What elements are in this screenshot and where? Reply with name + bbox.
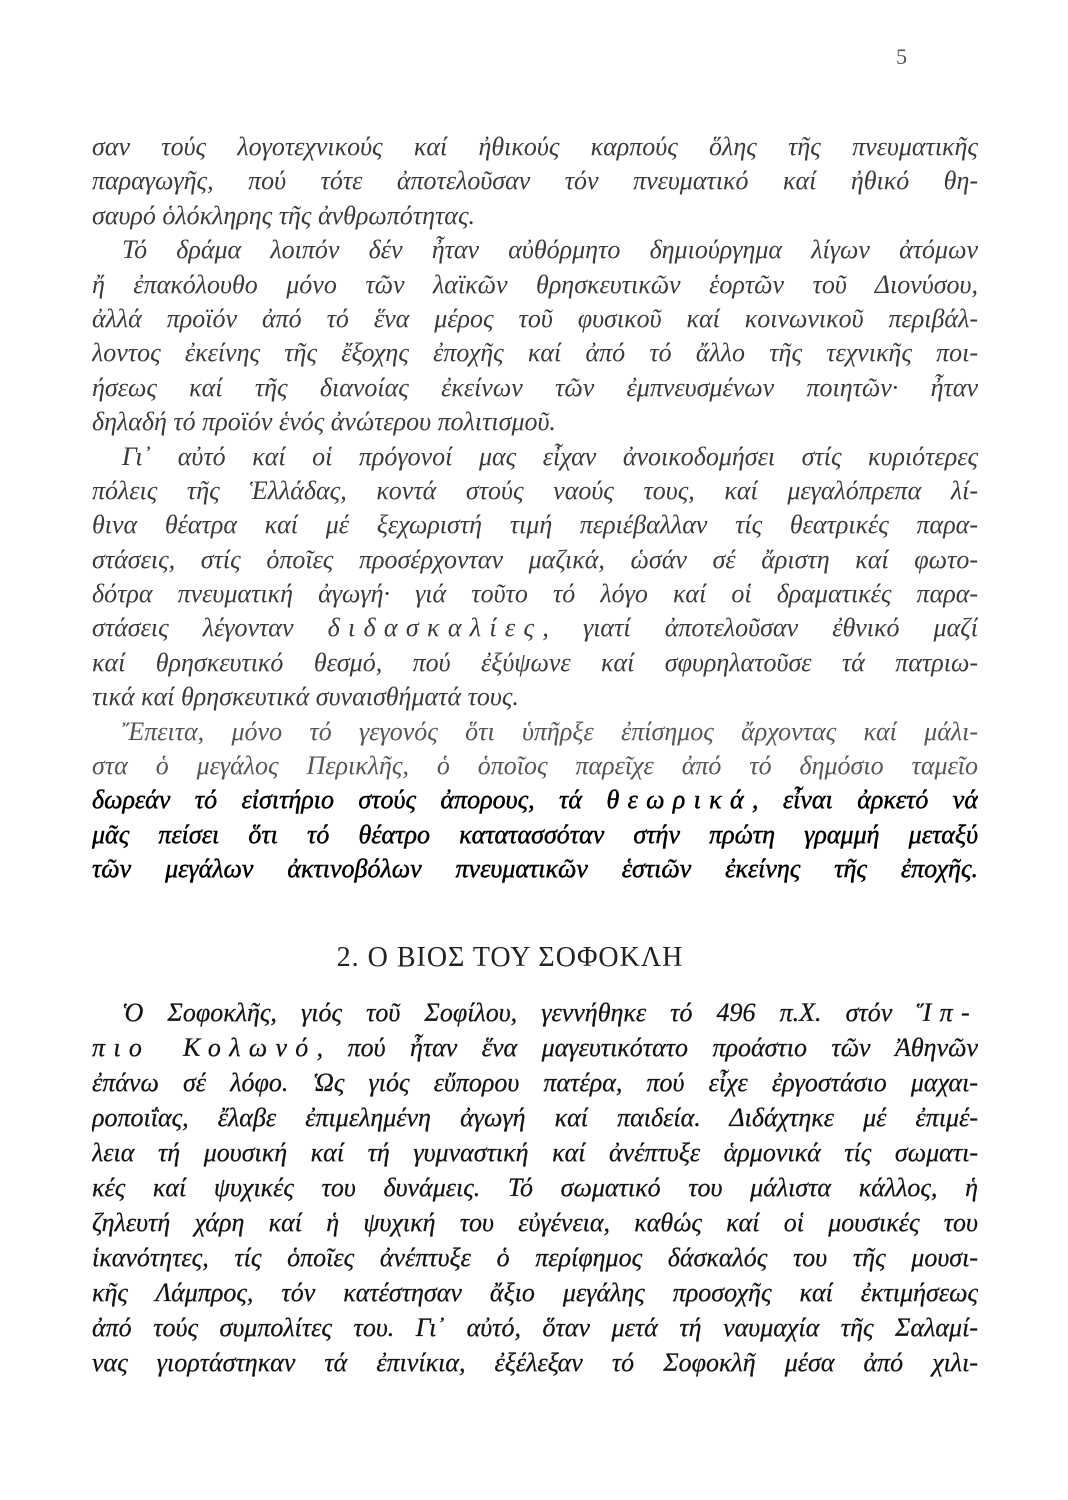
text-line: ἐπάνω σέ λόφο. Ὡς γιός εὔπορου πατέρα, πού εἶχε ἐργοστάσιο μαχαι- [92, 1068, 978, 1097]
paragraph [92, 440, 978, 715]
text-line: σαυρό ὁλόκληρης τῆς ἀνθρωπότητας. [92, 200, 475, 230]
text-line: Γι᾿ αὐτό καί οἱ πρόγονοί μας εἶχαν ἀνοικοδομήσει στίς κυριότερες [122, 441, 978, 471]
body-text-bottom [92, 995, 978, 1380]
text-line: κῆς Λάμπρος, τόν κατέστησαν ἄξιο μεγάλης προσοχῆς καί ἐκτιμήσεως [92, 1278, 978, 1307]
text-line: ήσεως καί τῆς διανοίας ἐκείνων τῶν ἐμπνευσμένων ποιητῶν· ἦταν [92, 372, 978, 402]
paragraph [92, 995, 978, 1380]
section-heading: 2. Ο ΒΙΟΣ ΤΟΥ ΣΟΦΟΚΛΗ [336, 942, 684, 973]
text-line: λοντος ἐκείνης τῆς ἔξοχης ἐποχῆς καί ἀπό τό ἄλλο τῆς τεχνικῆς ποι- [92, 338, 978, 368]
spaced-emphasis: διδασκαλίες [327, 613, 543, 643]
text-line: πόλεις τῆς Ἑλλάδας, κοντά στούς ναούς τους, καί μεγαλόπρεπα λί- [92, 475, 978, 505]
text-line: τικά καί θρησκευτικά συναισθήματά τους. [92, 682, 519, 712]
line-segment: , πού ἦταν ἕνα μαγευτικότατο προάστιο τῶν Ἀθηνῶν [316, 1033, 978, 1062]
text-line: στάσεις, στίς ὁποῖες προσέρχονταν μαζικά, ὡσάν σέ ἄριστη καί φωτο- [92, 544, 978, 574]
text-line: σαν τούς λογοτεχνικούς καί ἠθικούς καρπούς ὅλης τῆς πνευματικῆς [92, 132, 978, 161]
line-segment: Ὁ Σοφοκλῆς, γιός τοῦ Σοφίλου, γεννήθηκε τό 496 π.Χ. στόν [122, 998, 917, 1027]
line-segment: , γιατί ἀποτελοῦσαν ἐθνικό μαζί [542, 613, 978, 643]
paragraph [92, 715, 978, 887]
text-line: ζηλευτή χάρη καί ἡ ψυχική του εὐγένεια, καθώς καί οἱ μουσικές του [92, 1208, 978, 1237]
spaced-emphasis: θεωρικά [606, 785, 752, 815]
text-line: ἤ ἐπακόλουθο μόνο τῶν λαϊκῶν θρησκευτικῶν ἑορτῶν τοῦ Διονύσου, [92, 269, 978, 299]
paragraph [92, 130, 978, 233]
text-line: Τό δράμα λοιπόν δέν ἦταν αὐθόρμητο δημιούργημα λίγων ἀτόμων [122, 235, 978, 265]
text-line: παραγωγῆς, πού τότε ἀποτελοῦσαν τόν πνευματικό καί ἠθικό θη- [92, 166, 978, 196]
text-line: ἱκανότητες, τίς ὁποῖες ἀνέπτυξε ὁ περίφημος δάσκαλός του τῆς μουσι- [92, 1243, 978, 1272]
text-line [92, 783, 978, 817]
text-line: ἀπό τούς συμπολίτες του. Γι᾿ αὐτό, ὅταν μετά τή ναυμαχία τῆς Σαλαμί- [92, 1313, 978, 1342]
text-line: ροποιΐας, ἔλαβε ἐπιμελημένη ἀγωγή καί παιδεία. Διδάχτηκε μέ ἐπιμέ- [92, 1103, 978, 1132]
text-line: μᾶς πείσει ὅτι τό θέατρο κατατασσόταν στήν πρώτη γραμμή μεταξύ [92, 819, 978, 849]
text-line: λεια τή μουσική καί τή γυμναστική καί ἀνέπτυξε ἁρμονικά τίς σωματι- [92, 1138, 978, 1167]
text-line: δηλαδή τό προϊόν ἑνός ἀνώτερου πολιτισμοῦ. [92, 407, 556, 437]
text-line: δότρα πνευματική ἀγωγή· γιά τοῦτο τό λόγο καί οἱ δραματικές παρα- [92, 579, 978, 609]
text-line: θινα θέατρα καί μέ ξεχωριστή τιμή περιέβαλλαν τίς θεατρικές παρα- [92, 510, 978, 540]
spaced-emphasis: Ἵπ- [916, 998, 978, 1027]
text-line: Ἔπειτα, μόνο τό γεγονός ὅτι ὑπῆρξε ἐπίσημος ἄρχοντας καί μάλι- [122, 716, 978, 746]
text-line [92, 1030, 978, 1065]
text-line: τῶν μεγάλων ἀκτινοβόλων πνευματικῶν ἑστιῶν ἐκείνης τῆς ἐποχῆς. [92, 854, 978, 884]
spaced-emphasis: πιο Κολωνό [92, 1033, 317, 1062]
text-line [92, 611, 978, 645]
text-line [92, 995, 978, 1030]
page-number: 5 [896, 44, 907, 69]
text-line: κές καί ψυχικές του δυνάμεις. Τό σωματικό του μάλιστα κάλλος, ἡ [92, 1173, 978, 1202]
paragraph [92, 233, 978, 439]
body-text-top [92, 130, 978, 887]
text-line: στα ὁ μεγάλος Περικλῆς, ὁ ὁποῖος παρεῖχε ἀπό τό δημόσιο ταμεῖο [92, 751, 978, 781]
line-segment: δωρεάν τό εἰσιτήριο στούς ἀπορους, τά [92, 785, 607, 815]
line-segment: στάσεις λέγονταν [92, 613, 328, 643]
text-line: καί θρησκευτικό θεσμό, πού ἐξύψωνε καί σφυρηλατοῦσε τά πατριω- [92, 647, 978, 677]
text-line: νας γιορτάστηκαν τά ἐπινίκια, ἐξέλεξαν τό Σοφοκλῆ μέσα ἀπό χιλι- [92, 1348, 978, 1377]
text-line: ἀλλά προϊόν ἀπό τό ἕνα μέρος τοῦ φυσικοῦ καί κοινωνικοῦ περιβάλ- [92, 303, 978, 333]
line-segment: , εἶναι ἀρκετό νά [751, 785, 978, 815]
